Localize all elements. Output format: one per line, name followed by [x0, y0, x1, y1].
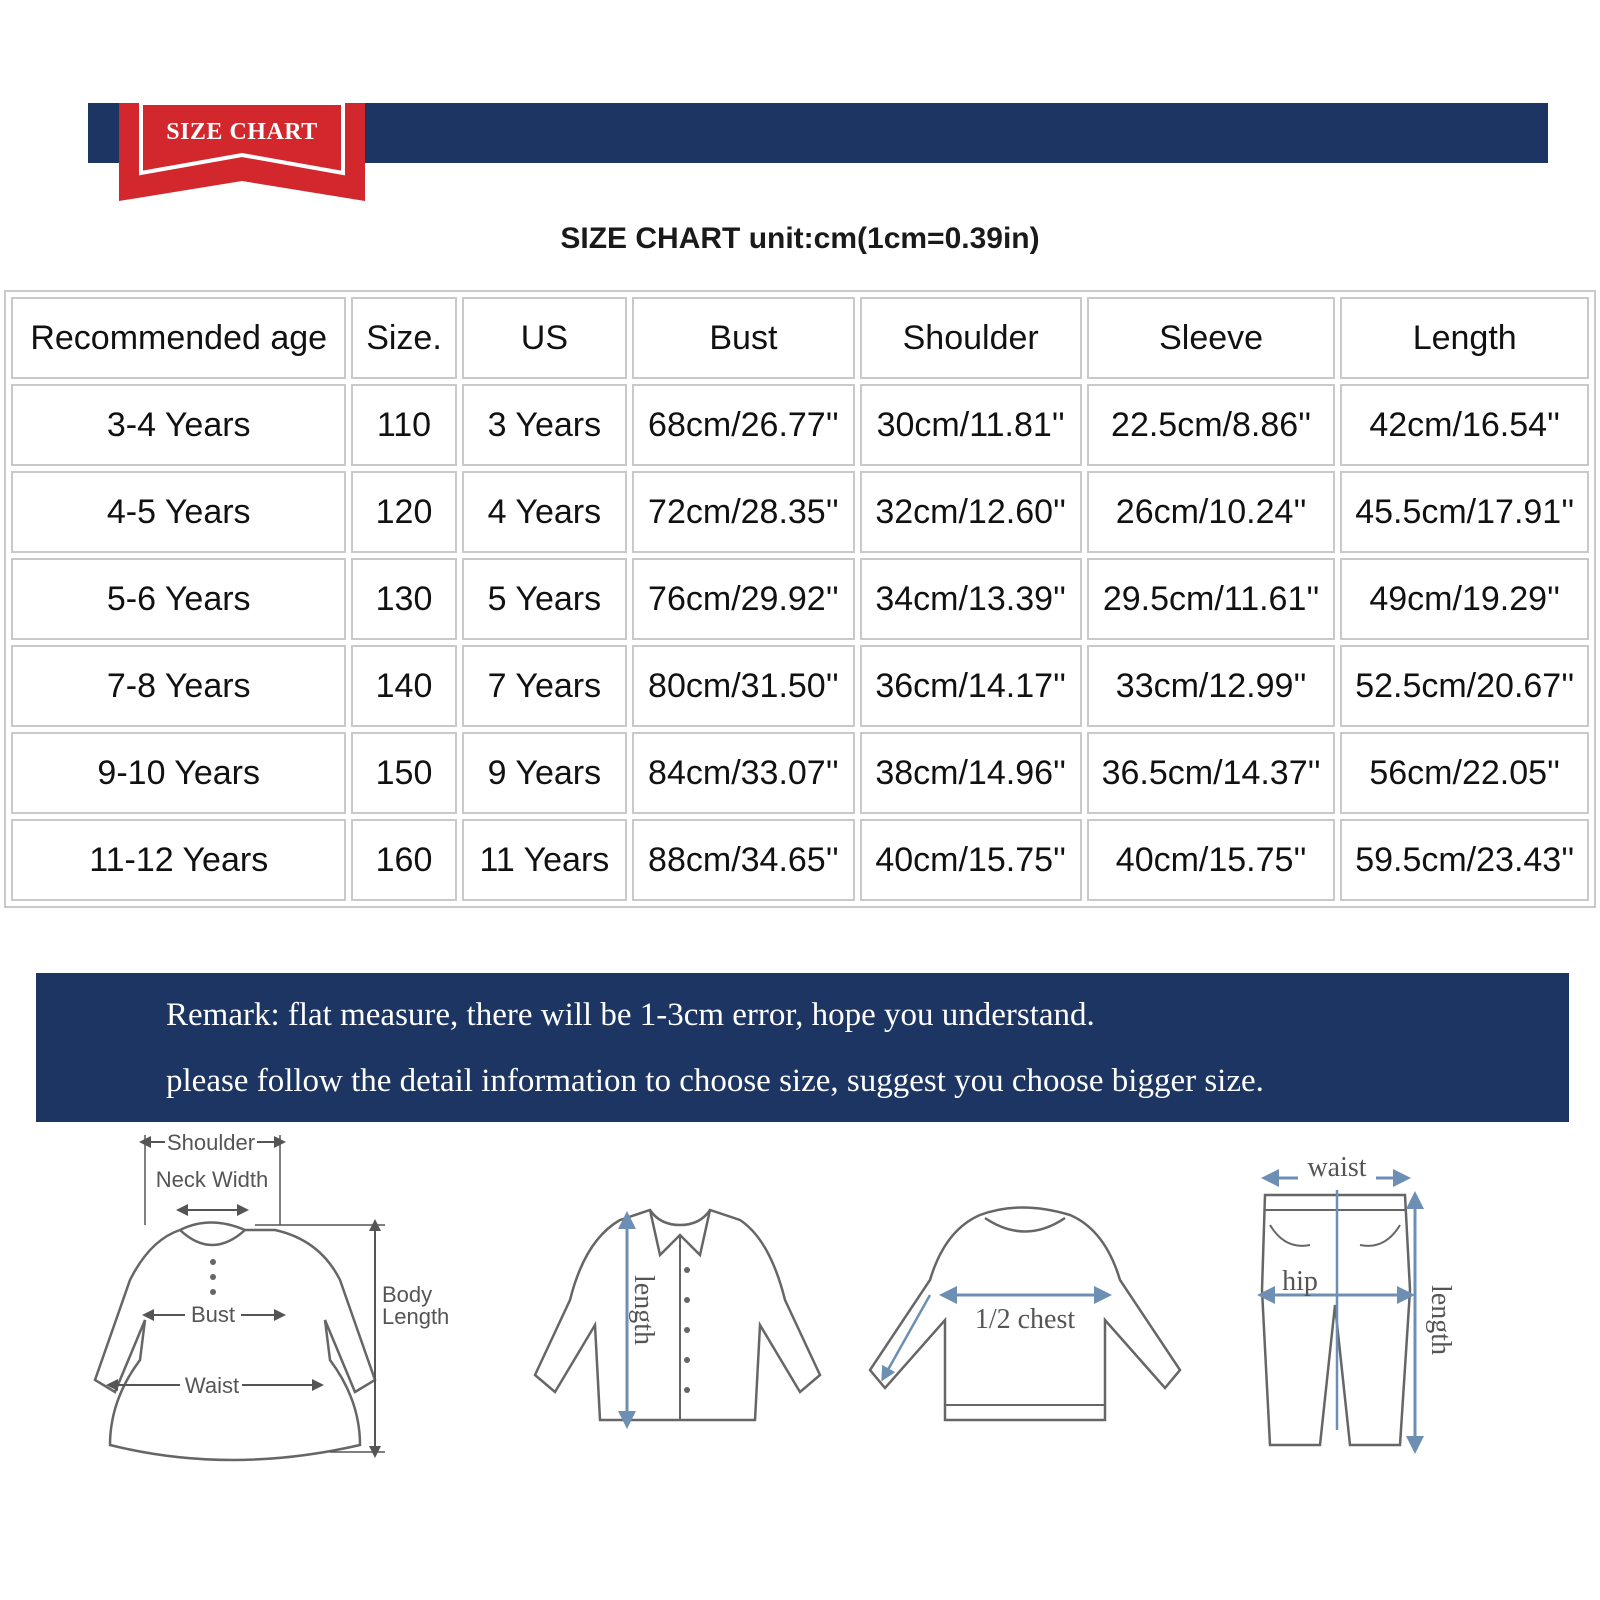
- header-cell: Size.: [351, 297, 456, 379]
- table-cell: 38cm/14.96'': [860, 732, 1082, 814]
- sweater-diagram: [870, 1208, 1180, 1421]
- table-row: [11, 471, 1589, 553]
- header-cell: US: [462, 297, 628, 379]
- table-cell: 22.5cm/8.86'': [1087, 384, 1336, 466]
- dress-diagram: [95, 1130, 449, 1460]
- pants-waist-label: waist: [1307, 1152, 1367, 1183]
- table-cell: 30cm/11.81'': [860, 384, 1082, 466]
- header-cell: Recommended age: [11, 297, 346, 379]
- header-cell: Shoulder: [860, 297, 1082, 379]
- table-cell: 7-8 Years: [11, 645, 346, 727]
- table-cell: 33cm/12.99'': [1087, 645, 1336, 727]
- table-row: [11, 819, 1589, 901]
- shirt-diagram: [535, 1210, 820, 1420]
- remark-line-2: please follow the detail information to choose size, suggest you choose bigger size.: [166, 1063, 1264, 1099]
- table-cell: 120: [351, 471, 456, 553]
- table-cell: 140: [351, 645, 456, 727]
- table-cell: 150: [351, 732, 456, 814]
- table-cell: 3 Years: [462, 384, 628, 466]
- table-cell: 36.5cm/14.37'': [1087, 732, 1336, 814]
- size-table: [4, 290, 1596, 908]
- table-cell: 110: [351, 384, 456, 466]
- header-cell: Bust: [632, 297, 854, 379]
- table-cell: 36cm/14.17'': [860, 645, 1082, 727]
- table-cell: 9 Years: [462, 732, 628, 814]
- remark-line-1: Remark: flat measure, there will be 1-3cm error, hope you understand.: [166, 997, 1095, 1033]
- header-cell: Length: [1340, 297, 1589, 379]
- measurement-diagrams: [30, 1130, 1570, 1530]
- pants-diagram: [1262, 1152, 1456, 1445]
- table-cell: 40cm/15.75'': [1087, 819, 1336, 901]
- table-cell: 68cm/26.77'': [632, 384, 854, 466]
- table-cell: 9-10 Years: [11, 732, 346, 814]
- table-cell: 3-4 Years: [11, 384, 346, 466]
- dress-body-label: Body: [382, 1282, 433, 1307]
- table-cell: 4-5 Years: [11, 471, 346, 553]
- table-cell: 56cm/22.05'': [1340, 732, 1589, 814]
- table-cell: 49cm/19.29'': [1340, 558, 1589, 640]
- table-cell: 29.5cm/11.61'': [1087, 558, 1336, 640]
- table-cell: 84cm/33.07'': [632, 732, 854, 814]
- table-row: [11, 384, 1589, 466]
- table-cell: 5-6 Years: [11, 558, 346, 640]
- table-row: [11, 645, 1589, 727]
- header-cell: Sleeve: [1087, 297, 1336, 379]
- table-cell: 5 Years: [462, 558, 628, 640]
- table-cell: 26cm/10.24'': [1087, 471, 1336, 553]
- table-cell: 130: [351, 558, 456, 640]
- dress-shoulder-label: Shoulder: [166, 1130, 256, 1155]
- table-cell: 11-12 Years: [11, 819, 346, 901]
- dress-length-label: Length: [382, 1304, 450, 1329]
- table-row: [11, 558, 1589, 640]
- table-cell: 59.5cm/23.43'': [1340, 819, 1589, 901]
- pants-length-label: length: [1425, 1285, 1456, 1355]
- table-cell: 160: [351, 819, 456, 901]
- table-caption: SIZE CHART unit:cm(1cm=0.39in): [560, 222, 1040, 255]
- table-row: [11, 732, 1589, 814]
- table-cell: 52.5cm/20.67'': [1340, 645, 1589, 727]
- table-cell: 34cm/13.39'': [860, 558, 1082, 640]
- table-cell: 45.5cm/17.91'': [1340, 471, 1589, 553]
- sweater-chest-label: 1/2 chest: [974, 1304, 1076, 1335]
- table-cell: 11 Years: [462, 819, 628, 901]
- remark-banner: [36, 973, 1569, 1122]
- dress-neck-label: Neck Width: [155, 1167, 269, 1192]
- shirt-length-label: length: [628, 1275, 659, 1345]
- pants-hip-label: hip: [1282, 1266, 1318, 1297]
- table-cell: 7 Years: [462, 645, 628, 727]
- ribbon-label: SIZE CHART: [166, 119, 318, 145]
- table-cell: 40cm/15.75'': [860, 819, 1082, 901]
- table-cell: 80cm/31.50'': [632, 645, 854, 727]
- table-cell: 42cm/16.54'': [1340, 384, 1589, 466]
- dress-bust-label: Bust: [190, 1302, 236, 1327]
- table-cell: 76cm/29.92'': [632, 558, 854, 640]
- size-chart-ribbon: [119, 103, 365, 201]
- table-cell: 72cm/28.35'': [632, 471, 854, 553]
- table-cell: 32cm/12.60'': [860, 471, 1082, 553]
- table-cell: 88cm/34.65'': [632, 819, 854, 901]
- table-header-row: [11, 297, 1589, 379]
- dress-waist-label: Waist: [184, 1373, 240, 1398]
- table-cell: 4 Years: [462, 471, 628, 553]
